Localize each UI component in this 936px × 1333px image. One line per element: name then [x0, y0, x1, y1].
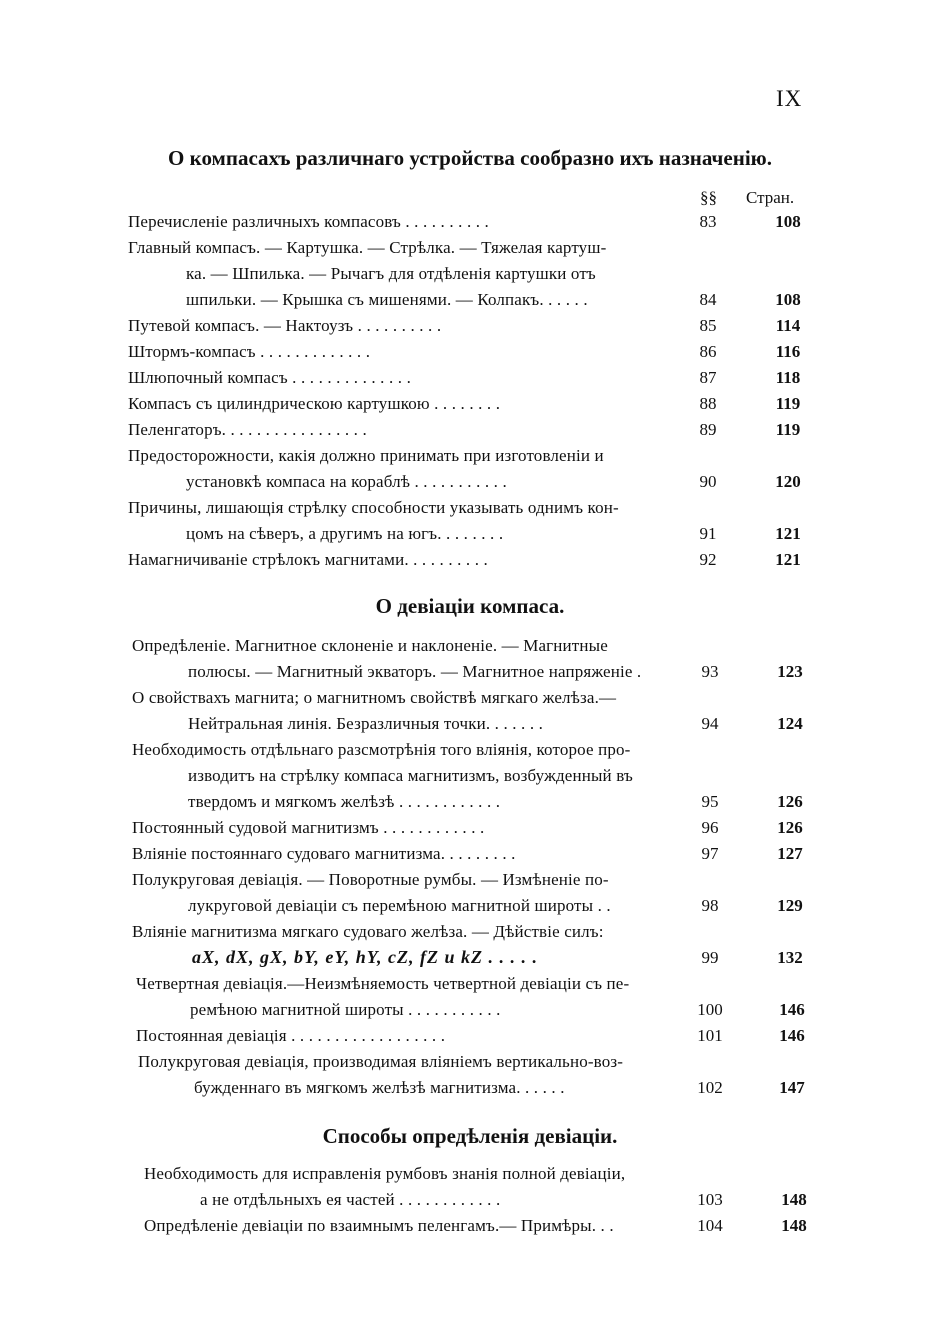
section-title: Способы опредѣленія девіаціи.	[322, 1124, 618, 1148]
toc-entry-line: цомъ на сѣверъ, а другимъ на югъ. . . . . . . .	[186, 524, 504, 543]
toc-entry-section: 104	[697, 1216, 723, 1235]
toc-entry-line: Пеленгаторъ. . . . . . . . . . . . . . . . .	[128, 420, 367, 439]
toc-entry-line: изводитъ на стрѣлку компаса магнитизмъ, возбужденный въ	[188, 766, 633, 785]
toc-entry-page: 127	[777, 844, 803, 863]
toc-entry-line: Полукруговая девіація. — Поворотные румбы. — Измѣненіе по-	[132, 870, 609, 889]
section-title: О девіаціи компаса.	[375, 594, 565, 618]
toc-entry-section: 101	[697, 1026, 723, 1045]
toc-entry-page: 114	[775, 316, 801, 335]
toc-entry-section: 99	[701, 948, 719, 967]
toc-entry-line: Перечисленіе различныхъ компасовъ . . . . . . . . . .	[128, 212, 489, 231]
toc-entry-line: Шлюпочный компасъ . . . . . . . . . . . . . .	[128, 368, 411, 387]
toc-entry-page: 148	[781, 1216, 807, 1235]
toc-entry-page: 146	[779, 1000, 805, 1019]
toc-entry-formula: aX, dX, gX, bY, eY, hY, cZ, fZ и kZ . . . . .	[192, 947, 539, 967]
toc-entry-line: Постоянный судовой магнитизмъ . . . . . . . . . . . .	[132, 818, 485, 837]
toc-entry-line: Полукруговая девіація, производимая вліяніемъ вертикально-воз-	[138, 1052, 624, 1071]
toc-entry-section: 100	[697, 1000, 723, 1019]
toc-entry-line: твердомъ и мягкомъ желѣзѣ . . . . . . . . . . . .	[188, 792, 501, 811]
toc-entry-line: Постоянная девіація . . . . . . . . . . . . . . . . . .	[136, 1026, 446, 1045]
toc-entry-page: 119	[775, 420, 801, 439]
toc-entry-section: 83	[699, 212, 717, 231]
toc-entry-line: Намагничиваніе стрѣлокъ магнитами. . . . . . . . . .	[128, 550, 488, 569]
toc-entry-section: 91	[699, 524, 717, 543]
toc-entry-line: Вліяніе постояннаго судоваго магнитизма. . . . . . . . .	[132, 844, 516, 863]
toc-entry-line: ремѣною магнитной широты . . . . . . . . . . .	[190, 1000, 501, 1019]
toc-entry-section: 96	[701, 818, 719, 837]
toc-entry-page: 119	[775, 394, 801, 413]
toc-entry-line: Главный компасъ. — Картушка. — Стрѣлка. — Тяжелая картуш-	[128, 238, 607, 257]
toc-entry-line: Вліяніе магнитизма мягкаго судоваго желѣза. — Дѣйствіе силъ:	[132, 922, 604, 941]
toc-entry-page: 123	[777, 662, 803, 681]
toc-entry-line: Необходимость отдѣльнаго разсмотрѣнія того вліянія, которое про-	[132, 740, 631, 759]
toc-entry-page: 148	[781, 1190, 807, 1209]
toc-entry-section: 92	[699, 550, 717, 569]
toc-entry-line: Путевой компасъ. — Нактоузъ . . . . . . . . . .	[128, 316, 442, 335]
toc-entry-line: Нейтральная линія. Безразличныя точки. . . . . . .	[188, 714, 544, 733]
toc-entry-line: лукруговой девіаціи съ перемѣною магнитной широты . .	[188, 896, 611, 915]
toc-entry-section: 95	[701, 792, 719, 811]
toc-entry-page: 147	[779, 1078, 805, 1097]
toc-entry-page: 118	[775, 368, 801, 387]
toc-entry-page: 146	[779, 1026, 805, 1045]
toc-entry-line: Опредѣленіе. Магнитное склоненіе и наклоненіе. — Магнитные	[132, 636, 608, 655]
toc-entry-page: 121	[775, 524, 801, 543]
toc-entry-line: полюсы. — Магнитный экваторъ. — Магнитное напряженіе .	[188, 662, 642, 681]
toc-entry-section: 93	[701, 662, 719, 681]
toc-entry-page: 124	[777, 714, 803, 733]
toc-entry-section: 94	[701, 714, 719, 733]
toc-entry-section: 87	[699, 368, 717, 387]
column-header-page: Стран.	[746, 188, 795, 207]
toc-entry-line: а не отдѣльныхъ ея частей . . . . . . . . . . . .	[200, 1190, 501, 1209]
toc-entry-line: шпильки. — Крышка съ мишенями. — Колпакъ. . . . . .	[186, 290, 588, 309]
toc-entry-line: ка. — Шпилька. — Рычагъ для отдѣленія картушки отъ	[186, 264, 596, 283]
toc-entry-line: О свойствахъ магнита; о магнитномъ свойствѣ мягкаго желѣза.—	[132, 688, 617, 707]
toc-entry-page: 126	[777, 792, 803, 811]
toc-entry-section: 85	[699, 316, 717, 335]
toc-entry-page: 126	[777, 818, 803, 837]
toc-entry-line: Компасъ съ цилиндрическою картушкою . . . . . . . .	[128, 394, 501, 413]
toc-entry-section: 89	[699, 420, 717, 439]
toc-entry-line: Предосторожности, какія должно принимать при изготовленіи и	[128, 446, 604, 465]
toc-entry-section: 103	[697, 1190, 723, 1209]
toc-entry-page: 121	[775, 550, 801, 569]
section-title: О компасахъ различнаго устройства сообразно ихъ назначенію.	[168, 146, 772, 170]
toc-entry-section: 102	[697, 1078, 723, 1097]
toc-entry-line: Четвертная девіація.—Неизмѣняемость четвертной девіаціи съ пе-	[136, 974, 630, 993]
toc-entry-line: Штормъ-компасъ . . . . . . . . . . . . .	[128, 342, 371, 361]
toc-entry-line: Причины, лишающія стрѣлку способности указывать однимъ кон-	[128, 498, 619, 517]
toc-entry-page: 132	[777, 948, 803, 967]
page-number: IX	[776, 86, 803, 111]
toc-entry-page: 108	[775, 212, 801, 231]
toc-entry-section: 97	[701, 844, 719, 863]
toc-entry-section: 84	[699, 290, 717, 309]
toc-entry-section: 88	[699, 394, 717, 413]
toc-entry-line: Необходимость для исправленія румбовъ знанія полной девіаціи,	[144, 1164, 626, 1183]
toc-entry-line: Опредѣленіе девіаціи по взаимнымъ пеленгамъ.— Примѣры. . .	[144, 1216, 614, 1235]
toc-entry-page: 108	[775, 290, 801, 309]
toc-entry-page: 129	[777, 896, 803, 915]
toc-entry-line: бужденнаго въ мягкомъ желѣзѣ магнитизма. . . . . .	[194, 1078, 565, 1097]
toc-entry-page: 116	[775, 342, 801, 361]
toc-entry-section: 98	[701, 896, 719, 915]
column-header-section: §§	[700, 188, 717, 207]
toc-entry-section: 86	[699, 342, 717, 361]
toc-entry-page: 120	[775, 472, 801, 491]
toc-entry-line: установкѣ компаса на кораблѣ . . . . . . . . . . .	[186, 472, 507, 491]
toc-entry-section: 90	[699, 472, 717, 491]
